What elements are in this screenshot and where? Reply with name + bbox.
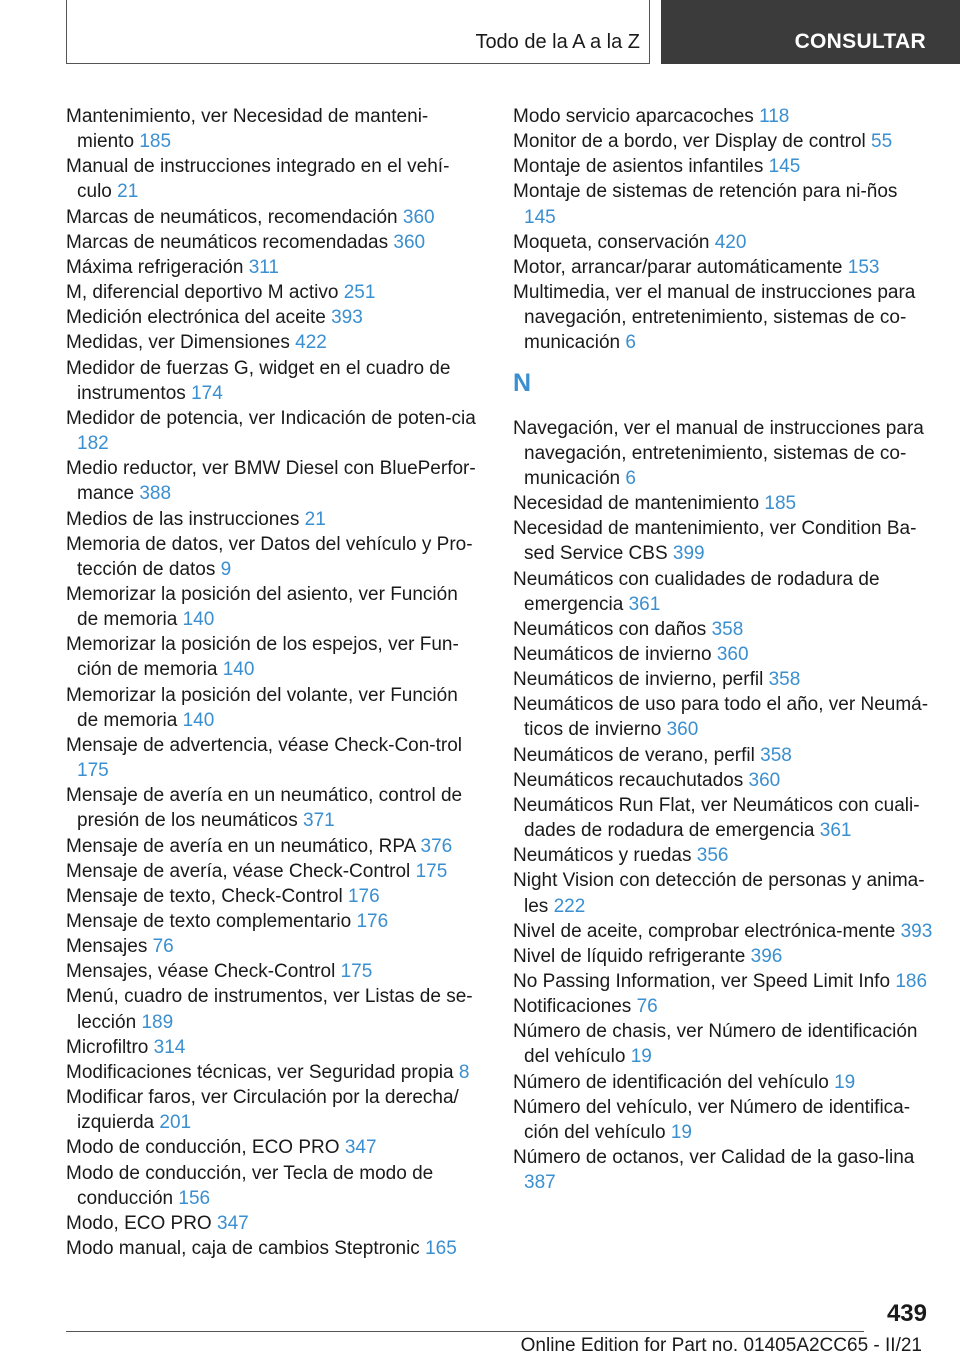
page-reference-link[interactable]: 358 bbox=[760, 744, 792, 766]
page-reference-link[interactable]: 376 bbox=[420, 835, 453, 857]
page-reference-link[interactable]: 6 bbox=[625, 332, 636, 354]
index-entry bbox=[513, 994, 933, 1019]
index-entry-text: Memorizar la posición del asiento, ver Función de memoria bbox=[66, 583, 458, 631]
index-entry-text: Número de chasis, ver Número de identificación del vehículo bbox=[513, 1021, 918, 1068]
page-reference-link[interactable]: 19 bbox=[834, 1071, 856, 1093]
index-entry-text: Neumáticos Run Flat, ver Neumáticos con cuali-dades de rodadura de emergencia bbox=[513, 794, 920, 842]
page-reference-link[interactable]: 387 bbox=[524, 1172, 556, 1194]
index-entry-text: Modificar faros, ver Circulación por la derecha/ izquierda bbox=[66, 1087, 459, 1134]
index-entry-text: Mensaje de avería, véase Check-Control bbox=[66, 860, 411, 882]
page-reference-link[interactable]: 388 bbox=[139, 483, 172, 505]
page-reference-link[interactable]: 176 bbox=[356, 911, 389, 932]
index-entry-text: Modificaciones técnicas, ver Seguridad propia bbox=[66, 1061, 454, 1083]
index-entry bbox=[513, 104, 933, 129]
page-reference-link[interactable]: 358 bbox=[711, 618, 744, 640]
page-reference-link[interactable]: 19 bbox=[630, 1046, 652, 1068]
page-reference-link[interactable]: 174 bbox=[191, 382, 223, 404]
index-entry-text: Memorizar la posición del volante, ver Función de memoria bbox=[66, 684, 458, 731]
index-entry bbox=[66, 406, 478, 456]
page-reference-link[interactable]: 8 bbox=[458, 1061, 470, 1083]
index-entry-text: Número del vehículo, ver Número de identifica-ción del vehículo bbox=[513, 1096, 911, 1143]
index-entry-text: Necesidad de mantenimiento, ver Condition Ba-sed Service CBS bbox=[513, 518, 917, 565]
page-reference-link[interactable]: 393 bbox=[900, 920, 933, 942]
page-reference-link[interactable]: 186 bbox=[895, 971, 928, 992]
index-entry bbox=[66, 859, 478, 884]
page-reference-link[interactable]: 251 bbox=[343, 282, 376, 304]
page-reference-link[interactable]: 360 bbox=[402, 206, 435, 228]
index-entry bbox=[513, 642, 933, 667]
page-reference-link[interactable]: 140 bbox=[182, 609, 215, 631]
section-title-tab[interactable]: Todo de la A a la Z bbox=[475, 31, 640, 53]
index-entry bbox=[66, 834, 478, 859]
page-reference-link[interactable]: 9 bbox=[220, 558, 232, 580]
index-entry bbox=[513, 843, 933, 868]
index-column-right bbox=[513, 104, 933, 1195]
index-entry bbox=[513, 129, 933, 154]
index-entry bbox=[513, 255, 933, 280]
index-entry bbox=[66, 1161, 478, 1211]
index-entry bbox=[66, 456, 478, 506]
page-reference-link[interactable]: 140 bbox=[182, 709, 215, 731]
index-entry-text: Neumáticos de invierno bbox=[513, 643, 712, 665]
index-entry-text: Neumáticos de uso para todo el año, ver Neumá-ticos de invierno bbox=[513, 694, 929, 741]
page-reference-link[interactable]: 360 bbox=[666, 719, 699, 741]
index-entry bbox=[513, 868, 933, 918]
page-reference-link[interactable]: 222 bbox=[553, 895, 586, 917]
page-reference-link[interactable]: 76 bbox=[636, 996, 658, 1018]
index-column-left bbox=[66, 104, 478, 1261]
page-reference-link[interactable]: 189 bbox=[141, 1011, 174, 1033]
index-entry bbox=[66, 154, 478, 204]
index-entry bbox=[513, 1145, 933, 1195]
index-entry-text: Modo manual, caja de cambios Steptronic bbox=[66, 1238, 420, 1260]
index-entry bbox=[513, 944, 933, 969]
index-entry-text: Medidas, ver Dimensiones bbox=[66, 332, 290, 354]
page-reference-link[interactable]: 347 bbox=[217, 1212, 249, 1234]
index-entry-text: Mensaje de texto, Check-Control bbox=[66, 885, 343, 907]
index-entry bbox=[66, 205, 478, 230]
index-entry-text: Mensajes, véase Check-Control bbox=[66, 961, 336, 983]
index-entry-text: Moqueta, conservación bbox=[513, 231, 710, 253]
index-entry-text: Número de octanos, ver Calidad de la gaso-lina bbox=[513, 1147, 915, 1169]
index-entry bbox=[513, 793, 933, 843]
index-entry bbox=[513, 692, 933, 742]
index-entry bbox=[513, 154, 933, 179]
index-entry-text: Night Vision con detección de personas y anima-les bbox=[513, 870, 925, 917]
index-entry bbox=[513, 667, 933, 692]
edition-note: Online Edition for Part no. 01405A2CC65 - II/21 bbox=[520, 1335, 922, 1356]
page-reference-link[interactable]: 361 bbox=[819, 820, 852, 842]
index-entry-text: Neumáticos de invierno, perfil bbox=[513, 669, 764, 691]
index-entry-text: Navegación, ver el manual de instrucciones para navegación, entretenimiento, sistemas de co-municación bbox=[513, 417, 924, 489]
index-entry-text: Motor, arrancar/parar automáticamente bbox=[513, 256, 843, 278]
page-reference-link[interactable]: 356 bbox=[696, 845, 729, 867]
page-reference-link[interactable]: 422 bbox=[295, 332, 327, 354]
index-entry bbox=[66, 783, 478, 833]
index-group-n bbox=[513, 416, 933, 1196]
index-entry bbox=[66, 909, 478, 934]
page-reference-link[interactable]: 360 bbox=[716, 643, 749, 665]
page-reference-link[interactable]: 55 bbox=[871, 131, 893, 153]
index-entry bbox=[66, 683, 478, 733]
index-entry-text: Menú, cuadro de instrumentos, ver Listas de se-lección bbox=[66, 986, 473, 1033]
index-entry-text: Manual de instrucciones integrado en el vehí-culo bbox=[66, 156, 450, 203]
index-entry-text: Montaje de sistemas de retención para ni-ños bbox=[513, 181, 898, 203]
page-reference-link[interactable]: 165 bbox=[425, 1238, 457, 1260]
index-entry-text: Marcas de neumáticos, recomendación bbox=[66, 206, 398, 228]
index-entry-text: Medios de las instrucciones bbox=[66, 508, 300, 530]
page-reference-link[interactable]: 201 bbox=[159, 1112, 192, 1134]
consult-label: CONSULTAR bbox=[794, 30, 926, 53]
index-entry-text: Medio reductor, ver BMW Diesel con BluePerfor-mance bbox=[66, 458, 476, 505]
index-entry bbox=[66, 356, 478, 406]
index-entry bbox=[513, 280, 933, 355]
index-entry bbox=[66, 507, 478, 532]
page-reference-link[interactable]: 118 bbox=[759, 106, 790, 127]
page-reference-link[interactable]: 185 bbox=[139, 131, 172, 153]
index-entry-text: Medidor de fuerzas G, widget en el cuadro de instrumentos bbox=[66, 357, 451, 404]
index-entry bbox=[66, 255, 478, 280]
page-reference-link[interactable]: 347 bbox=[344, 1137, 377, 1159]
index-entry-text: M, diferencial deportivo M activo bbox=[66, 282, 339, 304]
index-entry-text: Marcas de neumáticos recomendadas bbox=[66, 231, 389, 253]
index-entry-text: Memorizar la posición de los espejos, ver Fun-ción de memoria bbox=[66, 634, 459, 681]
index-entry bbox=[513, 1070, 933, 1095]
page-reference-link[interactable]: 311 bbox=[248, 256, 279, 278]
index-entry-text: Neumáticos de verano, perfil bbox=[513, 744, 755, 766]
index-entry-text: Máxima refrigeración bbox=[66, 256, 244, 278]
section-letter-heading: N bbox=[513, 368, 532, 397]
page-reference-link[interactable]: 21 bbox=[117, 181, 139, 203]
index-entry bbox=[66, 230, 478, 255]
index-entry-text: Memoria de datos, ver Datos del vehículo y Pro-tección de datos bbox=[66, 533, 473, 580]
index-entry bbox=[513, 567, 933, 617]
consult-tab[interactable] bbox=[661, 0, 960, 64]
index-entry bbox=[66, 1236, 478, 1261]
index-entry-text: Medición electrónica del aceite bbox=[66, 307, 326, 329]
index-entry bbox=[513, 491, 933, 516]
page-reference-link[interactable]: 361 bbox=[628, 593, 661, 615]
page-reference-link[interactable]: 393 bbox=[331, 307, 363, 329]
index-entry bbox=[66, 1060, 478, 1085]
index-entry bbox=[66, 280, 478, 305]
page-reference-link[interactable]: 76 bbox=[152, 936, 174, 958]
index-entry bbox=[66, 330, 478, 355]
index-entry-text: Mensaje de advertencia, véase Check-Con-trol bbox=[66, 734, 463, 756]
index-entry bbox=[66, 1135, 478, 1160]
index-entry-text: Mantenimiento, ver Necesidad de manteni-miento bbox=[66, 106, 429, 153]
index-entry bbox=[66, 632, 478, 682]
index-entry bbox=[66, 934, 478, 959]
index-entry-text: No Passing Information, ver Speed Limit Info bbox=[513, 971, 891, 992]
index-group-m bbox=[513, 104, 933, 356]
index-entry-text: Montaje de asientos infantiles bbox=[513, 156, 764, 178]
index-entry bbox=[513, 919, 933, 944]
page-reference-link[interactable]: 396 bbox=[750, 945, 783, 967]
index-entry-text: Nivel de líquido refrigerante bbox=[513, 945, 746, 967]
page-number: 439 bbox=[886, 1300, 927, 1327]
page-reference-link[interactable]: 360 bbox=[393, 231, 426, 253]
page-reference-link[interactable]: 145 bbox=[768, 156, 801, 178]
page-reference-link[interactable]: 176 bbox=[347, 885, 380, 907]
page-reference-link[interactable]: 360 bbox=[748, 769, 781, 791]
index-entry-text: Mensaje de avería en un neumático, control de presión de los neumáticos bbox=[66, 785, 463, 832]
index-entry bbox=[66, 1085, 478, 1135]
index-entry bbox=[66, 733, 478, 783]
page-reference-link[interactable]: 371 bbox=[303, 810, 335, 832]
index-entry-text: Número de identificación del vehículo bbox=[513, 1071, 829, 1093]
footer-rule bbox=[66, 1331, 864, 1332]
index-entry bbox=[66, 582, 478, 632]
header-bottom-rule bbox=[66, 63, 649, 64]
index-entry-text: Mensaje de avería en un neumático, RPA bbox=[66, 835, 416, 857]
index-entry bbox=[66, 1035, 478, 1060]
index-entry-text: Mensaje de texto complementario bbox=[66, 911, 352, 932]
index-entry-text: Neumáticos con daños bbox=[513, 618, 707, 640]
page-reference-link[interactable]: 420 bbox=[714, 231, 747, 253]
index-entry bbox=[513, 230, 933, 255]
page-reference-link[interactable]: 358 bbox=[768, 669, 801, 691]
index-entry bbox=[66, 104, 478, 154]
page-reference-link[interactable]: 6 bbox=[625, 467, 636, 489]
index-entry bbox=[66, 984, 478, 1034]
page-reference-link[interactable]: 185 bbox=[764, 493, 797, 515]
index-entry bbox=[513, 516, 933, 566]
header-divider-rule bbox=[649, 0, 650, 64]
index-entry-text: Medidor de potencia, ver Indicación de poten-cia bbox=[66, 407, 476, 429]
index-entry-text: Mensajes bbox=[66, 936, 148, 958]
index-entry bbox=[513, 743, 933, 768]
index-entry-text: Neumáticos recauchutados bbox=[513, 769, 744, 791]
index-entry-text: Microfiltro bbox=[66, 1036, 149, 1058]
index-entry bbox=[66, 959, 478, 984]
index-entry bbox=[513, 617, 933, 642]
index-entry bbox=[513, 1095, 933, 1145]
index-entry-text: Modo de conducción, ver Tecla de modo de conducción bbox=[66, 1162, 434, 1209]
index-entry bbox=[513, 969, 933, 994]
index-entry bbox=[513, 179, 933, 229]
header-left-rule bbox=[66, 0, 67, 64]
page-reference-link[interactable]: 175 bbox=[340, 961, 373, 983]
index-entry bbox=[513, 416, 933, 491]
index-entry-text: Neumáticos con cualidades de rodadura de emergencia bbox=[513, 568, 880, 615]
index-entry bbox=[66, 884, 478, 909]
page-reference-link[interactable]: 19 bbox=[670, 1121, 692, 1143]
index-entry bbox=[513, 768, 933, 793]
page-reference-link[interactable]: 314 bbox=[153, 1036, 186, 1058]
page-reference-link[interactable]: 153 bbox=[847, 256, 880, 278]
page-reference-link[interactable]: 156 bbox=[178, 1187, 211, 1209]
page-reference-link[interactable]: 145 bbox=[524, 206, 556, 228]
index-entry bbox=[66, 1211, 478, 1236]
index-entry-text: Monitor de a bordo, ver Display de control bbox=[513, 131, 866, 153]
page-reference-link[interactable]: 175 bbox=[415, 860, 448, 882]
index-entry-text: Nivel de aceite, comprobar electrónica-mente bbox=[513, 920, 896, 942]
page-reference-link[interactable]: 140 bbox=[222, 659, 255, 681]
index-entry-text: Necesidad de mantenimiento bbox=[513, 493, 760, 515]
index-entry bbox=[66, 532, 478, 582]
page-reference-link[interactable]: 175 bbox=[77, 760, 109, 782]
index-entry-text: Modo, ECO PRO bbox=[66, 1212, 212, 1234]
page-reference-link[interactable]: 182 bbox=[77, 433, 109, 455]
index-entry bbox=[513, 1019, 933, 1069]
index-entry bbox=[66, 305, 478, 330]
index-entry-text: Modo de conducción, ECO PRO bbox=[66, 1137, 340, 1159]
page-reference-link[interactable]: 399 bbox=[672, 543, 705, 565]
page-reference-link[interactable]: 21 bbox=[304, 508, 326, 530]
index-entry-text: Multimedia, ver el manual de instrucciones para navegación, entretenimiento, sistemas de co-municación bbox=[513, 282, 916, 354]
index-entry-text: Notificaciones bbox=[513, 996, 632, 1018]
index-entry-text: Neumáticos y ruedas bbox=[513, 845, 692, 867]
index-entry-text: Modo servicio aparcacoches bbox=[513, 106, 754, 127]
